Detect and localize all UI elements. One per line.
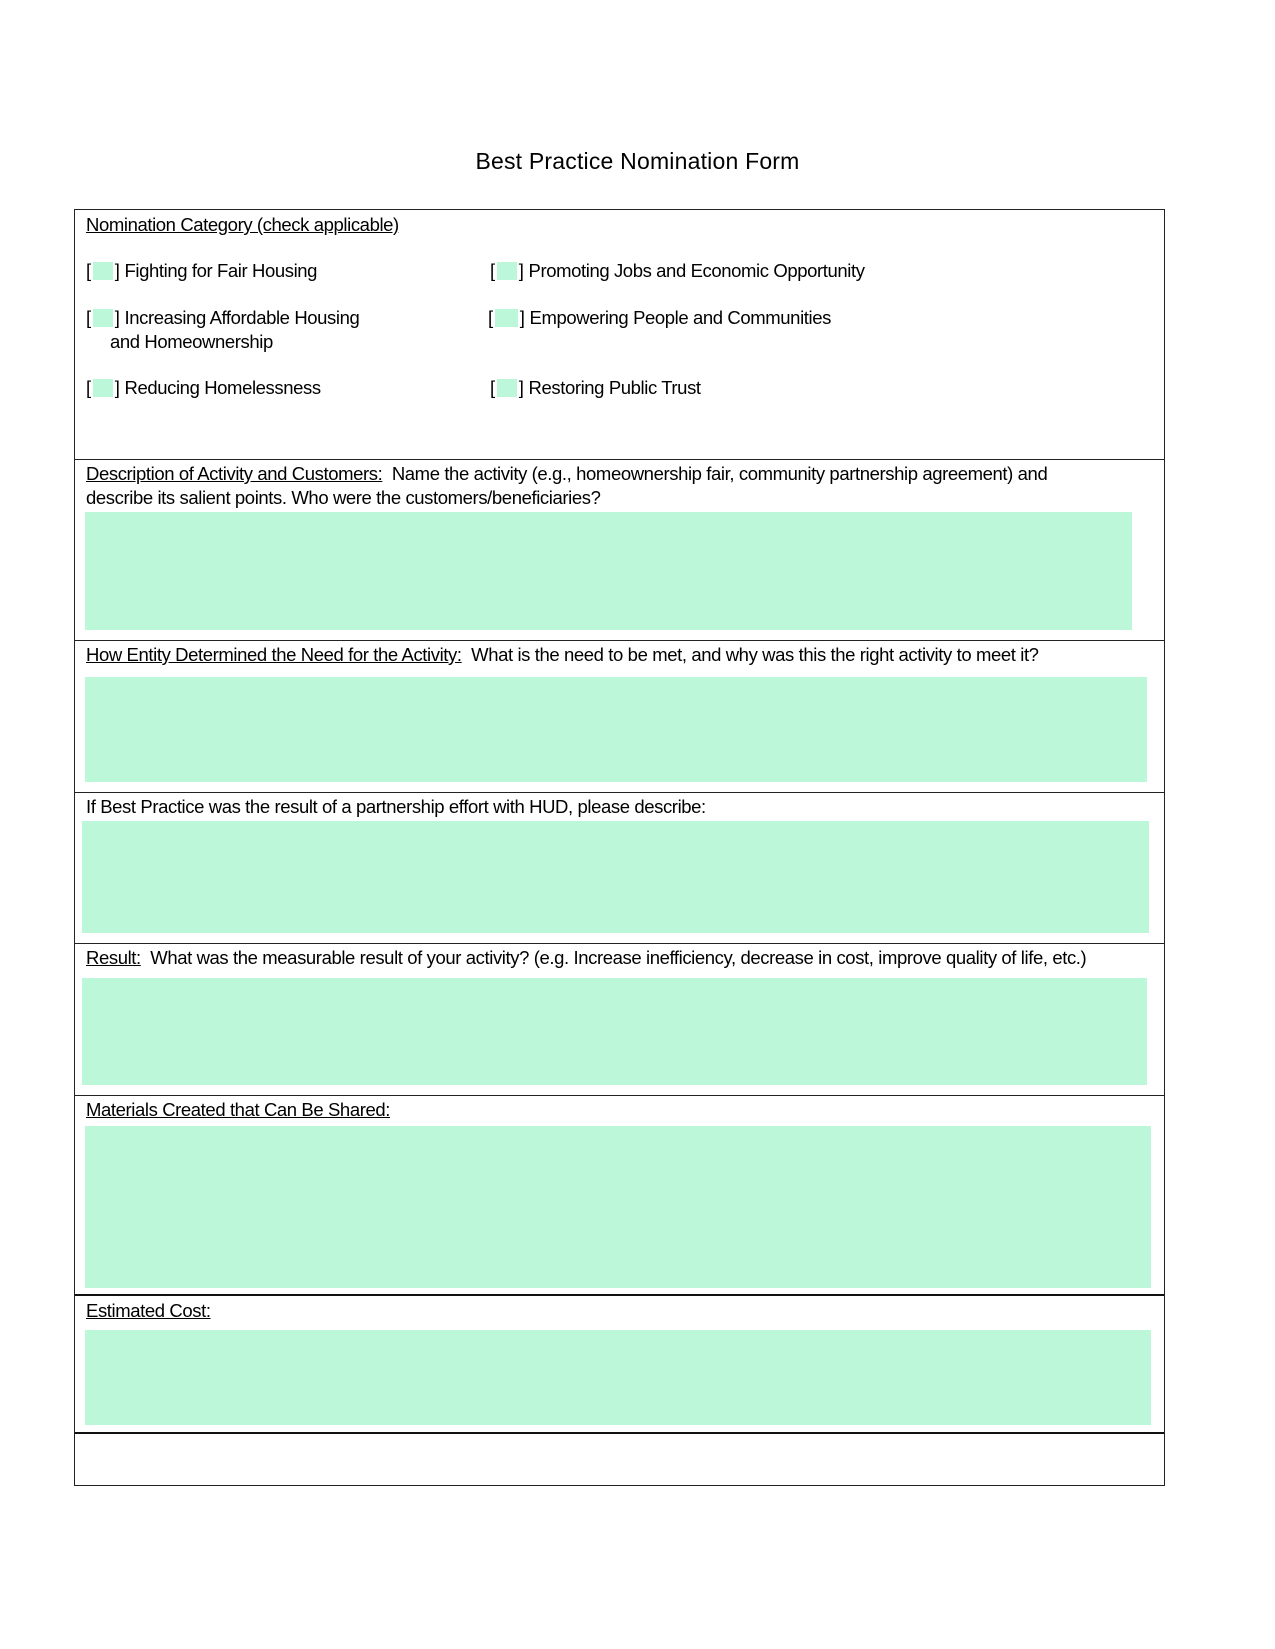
partnership-prompt: If Best Practice was the result of a partnership effort with HUD, please describe: [86, 796, 706, 817]
need-question: What is the need to be met, and why was this the right activity to meet it? [471, 644, 1039, 665]
bracket-close: ] [114, 307, 120, 328]
checkbox-fair-housing[interactable] [93, 262, 113, 280]
result-prompt [86, 947, 1086, 969]
materials-field[interactable] [85, 1126, 1151, 1288]
bracket-open: [ [86, 307, 91, 328]
estimated-cost-field[interactable] [85, 1330, 1151, 1425]
option-fair-housing [86, 260, 317, 282]
option-label: Restoring Public Trust [528, 377, 701, 398]
bracket-open: [ [490, 260, 495, 281]
option-reducing-homelessness [86, 377, 321, 399]
option-label: Reducing Homelessness [124, 377, 321, 398]
section-divider [75, 1432, 1164, 1434]
option-empowering-people [488, 307, 831, 329]
partnership-field[interactable] [82, 821, 1149, 933]
section-divider [75, 792, 1164, 793]
bracket-close: ] [518, 377, 524, 398]
option-label: Fighting for Fair Housing [124, 260, 318, 281]
section-divider [75, 640, 1164, 641]
result-field[interactable] [82, 978, 1147, 1085]
need-heading: How Entity Determined the Need for the Activity: [86, 644, 462, 665]
result-heading: Result: [86, 947, 141, 968]
bracket-open: [ [86, 377, 91, 398]
description-field[interactable] [85, 512, 1132, 630]
nomination-category-heading: Nomination Category (check applicable) [86, 214, 399, 235]
section-divider [75, 1294, 1164, 1296]
option-affordable-housing [86, 307, 359, 329]
option-jobs-economic [490, 260, 865, 282]
section-divider [75, 459, 1164, 460]
section-divider [75, 943, 1164, 944]
description-prompt [86, 463, 1047, 485]
option-label: Increasing Affordable Housing [124, 307, 360, 328]
option-label: Empowering People and Communities [529, 307, 831, 328]
need-field[interactable] [85, 677, 1147, 782]
checkbox-reducing-homelessness[interactable] [93, 379, 113, 397]
estimated-cost-heading: Estimated Cost: [86, 1300, 211, 1321]
option-label-continued: and Homeownership [110, 331, 273, 352]
result-question: What was the measurable result of your activity? (e.g. Increase inefficiency, decrease in cost, improve quality of life, etc.) [150, 947, 1087, 968]
description-prompt-line1: Name the activity (e.g., homeownership fair, community partnership agreement) and [391, 463, 1048, 484]
bracket-open: [ [86, 260, 91, 281]
checkbox-empowering-people[interactable] [495, 309, 518, 327]
bracket-open: [ [488, 307, 493, 328]
option-public-trust [490, 377, 701, 399]
checkbox-public-trust[interactable] [497, 379, 517, 397]
checkbox-jobs-economic[interactable] [497, 262, 517, 280]
need-prompt [86, 644, 1039, 666]
description-heading: Description of Activity and Customers: [86, 463, 383, 484]
bracket-close: ] [114, 260, 120, 281]
bracket-close: ] [519, 307, 525, 328]
materials-heading: Materials Created that Can Be Shared: [86, 1099, 390, 1120]
bracket-open: [ [490, 377, 495, 398]
description-prompt-line2: describe its salient points. Who were the customers/beneficiaries? [86, 487, 601, 508]
nomination-form [74, 209, 1165, 1486]
section-divider [75, 1095, 1164, 1096]
bracket-close: ] [114, 377, 120, 398]
option-label: Promoting Jobs and Economic Opportunity [528, 260, 865, 281]
bracket-close: ] [518, 260, 524, 281]
checkbox-affordable-housing[interactable] [93, 309, 113, 327]
page-title: Best Practice Nomination Form [475, 148, 800, 174]
